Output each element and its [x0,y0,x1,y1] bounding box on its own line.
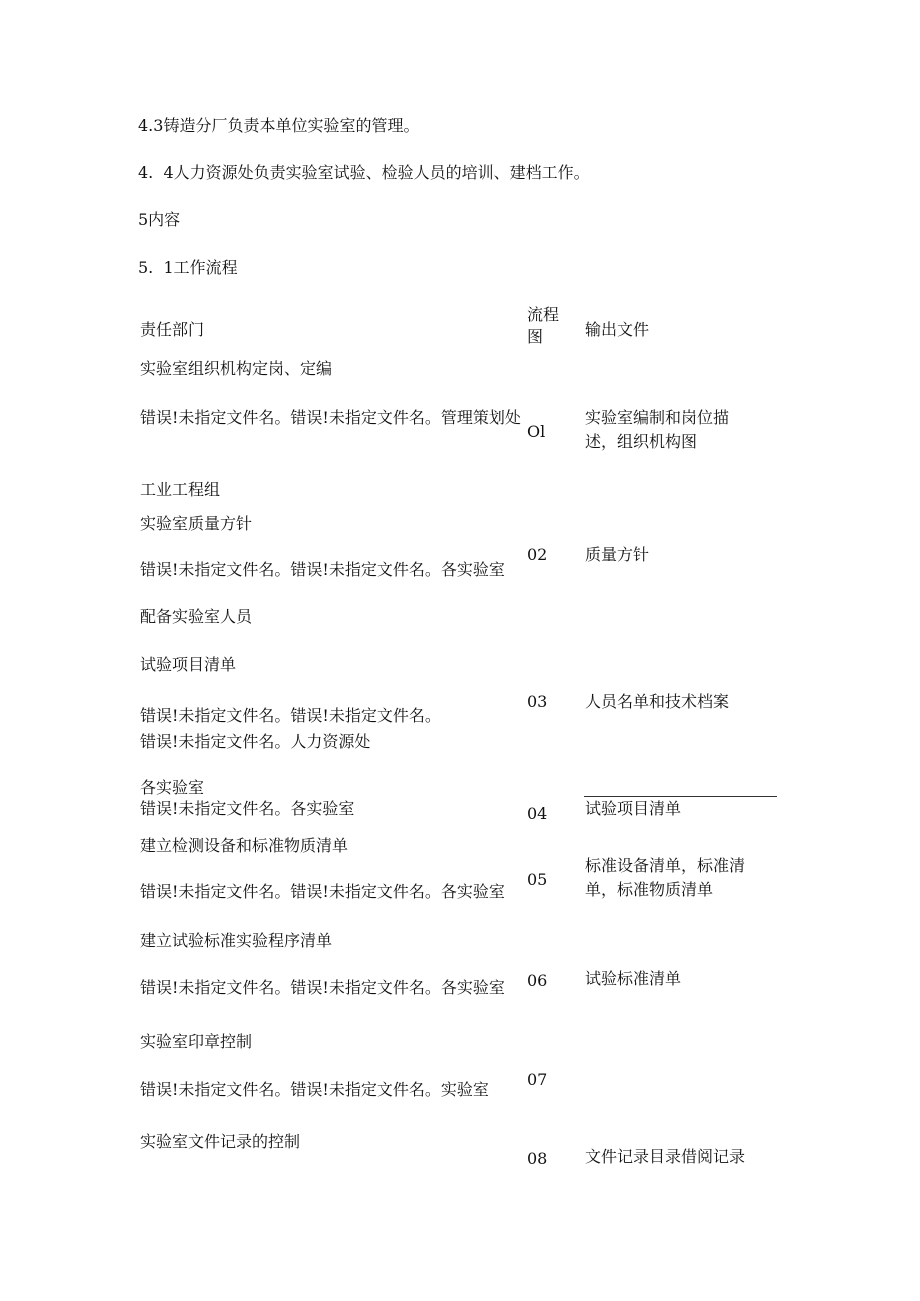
paragraph-4-3: 4.3铸造分厂负责本单位实验室的管理。 [138,116,420,135]
section-5-1-heading: 5. 1工作流程 [138,258,238,277]
row3-output: 人员名单和技术档案 [585,692,730,711]
row4-output: 试验项目清单 [585,799,682,818]
row1-title: 实验室组织机构定岗、定编 [140,359,333,378]
row2-number: 02 [527,545,548,564]
row6-number: 06 [527,971,548,990]
row3-number: 03 [527,692,548,711]
row2-dept: 错误!未指定文件名。错误!未指定文件名。各实验室 [140,560,505,579]
row4-dept: 错误!未指定文件名。各实验室 [140,799,355,818]
row1-extra: 工业工程组 [140,480,221,499]
row8-output: 文件记录目录借阅记录 [585,1147,746,1166]
row5-output: 标准设备清单，标准清单，标准物质清单 [585,856,746,899]
row8-number: 08 [527,1149,548,1168]
row5-title: 建立检测设备和标准物质清单 [140,836,349,855]
row4-number: 04 [527,804,548,823]
row8-title: 实验室文件记录的控制 [140,1132,301,1151]
row7-number: 07 [527,1070,548,1089]
row2-title: 实验室质量方针 [140,514,253,533]
row1-dept: 错误!未指定文件名。错误!未指定文件名。管理策划处 [140,408,521,427]
header-output: 输出文件 [585,320,650,339]
row5-dept: 错误!未指定文件名。错误!未指定文件名。各实验室 [140,882,505,901]
row6-output: 试验标准清单 [585,969,682,988]
header-dept: 责任部门 [140,320,205,339]
row7-title: 实验室印章控制 [140,1032,253,1051]
row3-title: 配备实验室人员 [140,607,253,626]
row6-dept: 错误!未指定文件名。错误!未指定文件名。各实验室 [140,978,505,997]
row3-dept-line1: 错误!未指定文件名。错误!未指定文件名。 [140,706,441,725]
section-5-heading: 5内容 [138,210,181,229]
header-flow: 流程 图 [527,305,560,346]
row2-output: 质量方针 [585,545,650,564]
row1-output: 实验室编制和岗位描述，组织机构图 [585,408,730,451]
row6-title: 建立试验标准实验程序清单 [140,931,333,950]
row1-number: Ol [527,422,546,441]
row3-subtitle: 试验项目清单 [140,655,237,674]
paragraph-4-4: 4. 4人力资源处负责实验室试验、检验人员的培训、建档工作。 [138,163,590,182]
row4-title: 各实验室 [140,778,205,797]
row3-dept-line2: 错误!未指定文件名。人力资源处 [140,732,371,751]
row7-dept: 错误!未指定文件名。错误!未指定文件名。实验室 [140,1080,489,1099]
row5-number: 05 [527,870,548,889]
